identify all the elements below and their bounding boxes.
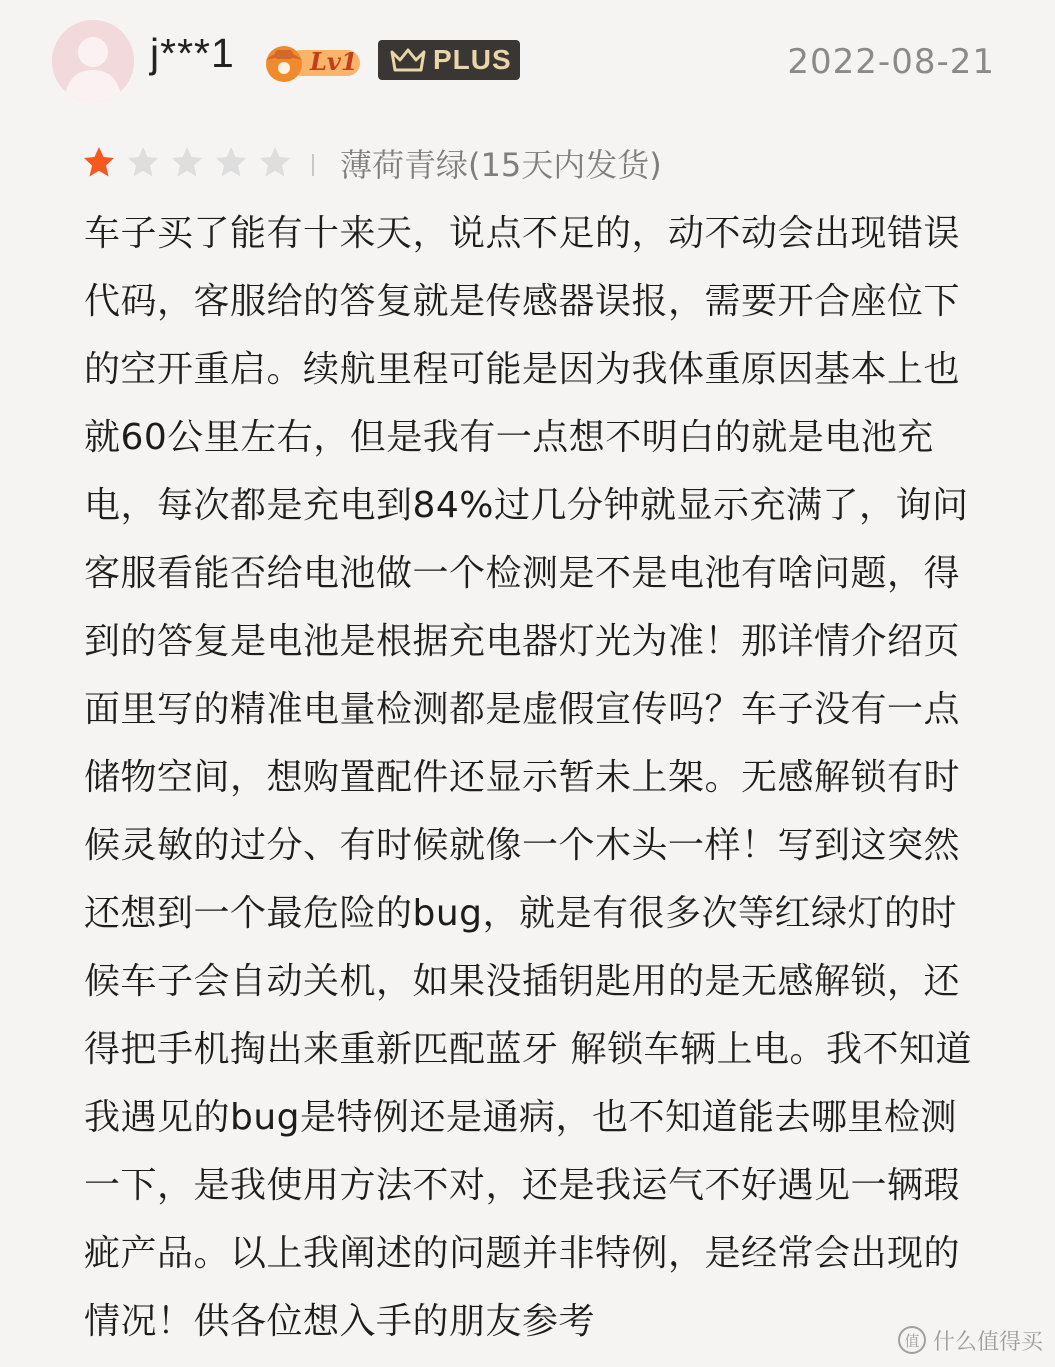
review-line: 我遇见的bug是特例还是通病，也不知道能去哪里检测 [84, 1097, 958, 1138]
default-user-icon [52, 20, 134, 102]
review-line: 储物空间，想购置配件还显示暂未上架。无感解锁有时 [84, 757, 961, 798]
level-badge [260, 40, 365, 84]
plus-label: PLUS [433, 44, 512, 75]
review-line: 一下，是我使用方法不对，还是我运气不好遇见一辆瑕 [84, 1165, 961, 1206]
watermark [897, 1323, 1043, 1357]
crown-icon [390, 48, 426, 72]
review-text [84, 200, 1004, 1356]
review-line: 得把手机掏出来重新匹配蓝牙 解锁车辆上电。我不知道 [84, 1029, 972, 1070]
star-empty-icon [214, 145, 248, 179]
review-line: 车子买了能有十来天，说点不足的，动不动会出现错误 [84, 213, 961, 254]
star-empty-icon [258, 145, 292, 179]
review-line: 面里写的精准电量检测都是虚假宣传吗？车子没有一点 [84, 689, 961, 730]
review-date: 2022-08-21 [787, 42, 995, 82]
svg-text:值: 值 [904, 1332, 920, 1350]
review-line: 候灵敏的过分、有时候就像一个木头一样！写到这突然 [84, 825, 961, 866]
review-line: 电，每次都是充电到84%过几分钟就显示充满了，询问 [84, 485, 969, 526]
avatar[interactable] [52, 20, 134, 102]
review-line: 就60公里左右，但是我有一点想不明白的就是电池充 [84, 417, 934, 458]
review-line: 候车子会自动关机，如果没插钥匙用的是无感解锁，还 [84, 961, 961, 1002]
review-line: 的空开重启。续航里程可能是因为我体重原因基本上也 [84, 349, 961, 390]
plus-badge [378, 40, 520, 80]
divider [312, 154, 314, 176]
review-header [52, 20, 1002, 102]
star-rating [82, 145, 292, 185]
watermark-text: 什么值得买 [932, 1329, 1043, 1355]
star-filled-icon [82, 145, 116, 179]
review-line: 客服看能否给电池做一个检测是不是电池有啥问题，得 [84, 553, 961, 594]
username[interactable]: j***1 [150, 30, 235, 76]
review-line: 情况！供各位想入手的朋友参考 [84, 1301, 596, 1342]
level-label: Lv1 [310, 47, 358, 76]
review-line: 到的答复是电池是根据充电器灯光为准！那详情介绍页 [84, 621, 961, 662]
review-line: 代码，客服给的答复就是传感器误报，需要开合座位下 [84, 281, 961, 322]
review-line: 还想到一个最危险的bug，就是有很多次等红绿灯的时 [84, 893, 958, 934]
rating-row [82, 145, 982, 185]
review-line: 疵产品。以上我阐述的问题并非特例，是经常会出现的 [84, 1233, 961, 1274]
smzdm-logo-icon [897, 1325, 927, 1355]
star-empty-icon [170, 145, 204, 179]
star-empty-icon [126, 145, 160, 179]
product-variant: 薄荷青绿(15天内发货) [340, 146, 662, 184]
